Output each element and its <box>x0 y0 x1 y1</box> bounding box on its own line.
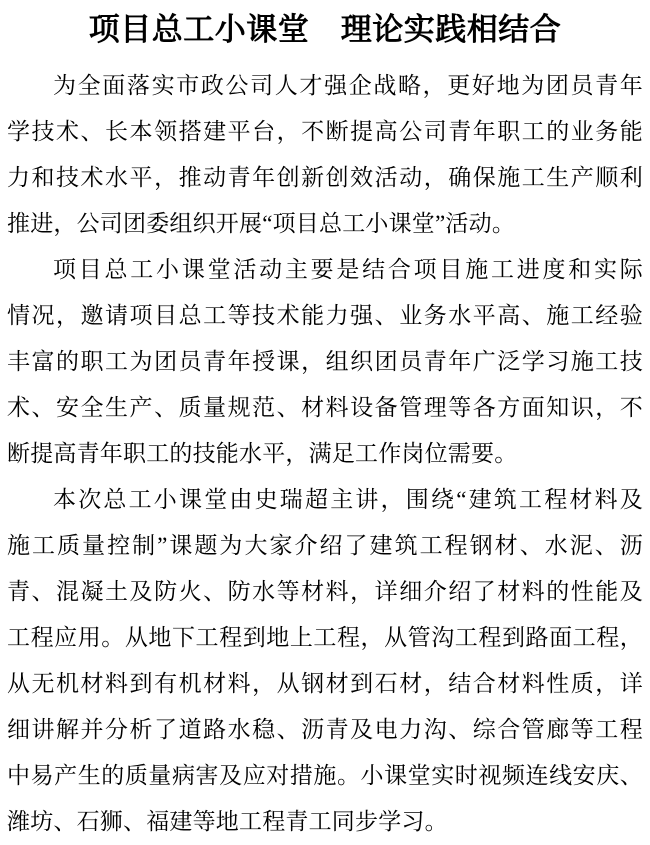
text-line: 本次总工小课堂由史瑞超主讲，围绕“建筑工程材料及 <box>53 487 643 512</box>
text-line: 力和技术水平，推动青年创新创效活动，确保施工生产顺利 <box>7 165 643 190</box>
text-line: 从无机材料到有机材料，从钢材到石材，结合材料性质，详 <box>7 671 643 696</box>
document-body <box>7 63 643 845</box>
text-line: 丰富的职工为团员青年授课，组织团员青年广泛学习施工技 <box>7 349 643 374</box>
paragraph-2 <box>7 247 643 477</box>
paragraph-1 <box>7 63 643 247</box>
text-line: 青、混凝土及防火、防水等材料，详细介绍了材料的性能及 <box>7 579 643 604</box>
text-line: 学技术、长本领搭建平台，不断提高公司青年职工的业务能 <box>7 119 643 144</box>
text-line: 术、安全生产、质量规范、材料设备管理等各方面知识，不 <box>7 395 643 420</box>
text-line: 情况，邀请项目总工等技术能力强、业务水平高、施工经验 <box>7 303 643 328</box>
text-line: 工程应用。从地下工程到地上工程，从管沟工程到路面工程， <box>7 625 643 650</box>
text-line: 细讲解并分析了道路水稳、沥青及电力沟、综合管廊等工程 <box>7 717 643 742</box>
text-line: 潍坊、石狮、福建等地工程青工同步学习。 <box>7 809 448 834</box>
text-line: 为全面落实市政公司人才强企战略，更好地为团员青年 <box>53 73 643 98</box>
document-title: 项目总工小课堂 理论实践相结合 <box>88 12 562 47</box>
text-line: 项目总工小课堂活动主要是结合项目施工进度和实际 <box>53 257 643 282</box>
text-line: 断提高青年职工的技能水平，满足工作岗位需要。 <box>7 441 518 466</box>
text-line: 推进，公司团委组织开展“项目总工小课堂”活动。 <box>7 211 516 236</box>
paragraph-3 <box>7 477 643 845</box>
text-line: 施工质量控制”课题为大家介绍了建筑工程钢材、水泥、沥 <box>7 533 643 558</box>
text-line: 中易产生的质量病害及应对措施。小课堂实时视频连线安庆、 <box>7 763 643 788</box>
